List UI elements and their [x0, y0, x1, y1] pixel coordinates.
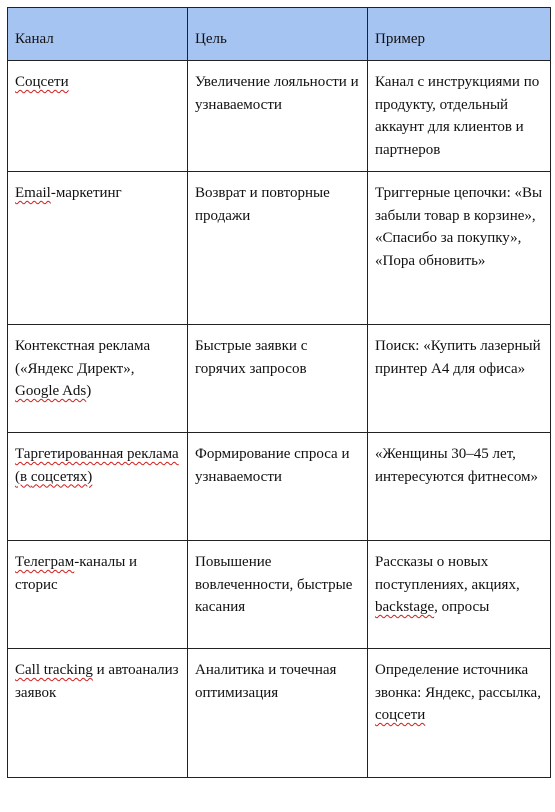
channels-table [7, 7, 551, 778]
channel-cell [8, 61, 188, 172]
table-row [8, 172, 551, 325]
channel-text: Контекстная реклама («Яндекс Директ», [15, 338, 151, 377]
channel-text-rest: и автоанализ заявок [15, 662, 179, 701]
example-cell [368, 172, 551, 325]
goal-cell: Возврат и повторные продажи [188, 172, 368, 325]
table-row [8, 61, 551, 172]
example-text: «Женщины 30–45 лет, интересуются фитнесом» [375, 446, 539, 485]
example-text: Определение источника звонка: Яндекс, рассылка, [375, 662, 541, 701]
goal-cell: Быстрые заявки с горячих запросов [188, 325, 368, 433]
example-text: Рассказы о новых поступлениях, акциях, [375, 554, 520, 593]
channel-cell [8, 325, 188, 433]
channel-cell [8, 172, 188, 325]
goal-cell: Увеличение лояльности и узнаваемости [188, 61, 368, 172]
example-cell [368, 433, 551, 541]
example-cell [368, 649, 551, 778]
channel-text-marked: соцсетях [30, 468, 88, 485]
channel-text: Email [15, 185, 51, 201]
channel-text-marked: Google Ads [15, 383, 87, 399]
channel-cell [8, 649, 188, 778]
example-cell [368, 61, 551, 172]
channel-text-rest: ) [87, 468, 93, 485]
channel-cell [8, 433, 188, 541]
channel-text: Телеграм [15, 554, 75, 570]
channel-text-rest: ) [86, 383, 92, 399]
header-goal: Цель [188, 8, 368, 61]
header-example: Пример [368, 8, 551, 61]
example-text: Канал с инструкциями по продукту, отдельный аккаунт для клиентов и партнеров [375, 74, 540, 158]
goal-cell: Формирование спроса и узнаваемости [188, 433, 368, 541]
example-text-rest: , опросы [434, 599, 490, 615]
example-text-marked: соцсети [375, 707, 426, 723]
channel-text: Соцсети [15, 74, 69, 90]
example-text: Поиск: «Купить лазерный принтер A4 для офиса» [375, 338, 541, 377]
example-cell [368, 325, 551, 433]
channel-text: Таргетированная реклама (в [15, 446, 179, 485]
example-cell [368, 541, 551, 649]
goal-cell: Повышение вовлеченности, быстрые касания [188, 541, 368, 649]
header-channel: Канал [8, 8, 188, 61]
table-row [8, 325, 551, 433]
channel-text: Call tracking [15, 662, 93, 678]
channel-cell [8, 541, 188, 649]
example-text-marked: backstage [375, 599, 435, 615]
table-row [8, 649, 551, 778]
table-row [8, 433, 551, 541]
goal-cell: Аналитика и точечная оптимизация [188, 649, 368, 778]
header-row [8, 8, 551, 61]
channel-text-rest: -маркетинг [50, 185, 122, 201]
table-row [8, 541, 551, 649]
example-text: Триггерные цепочки: «Вы забыли товар в корзине», «Спасибо за покупку», «Пора обновить» [375, 185, 543, 269]
channel-text-rest: -каналы и сторис [15, 554, 138, 593]
